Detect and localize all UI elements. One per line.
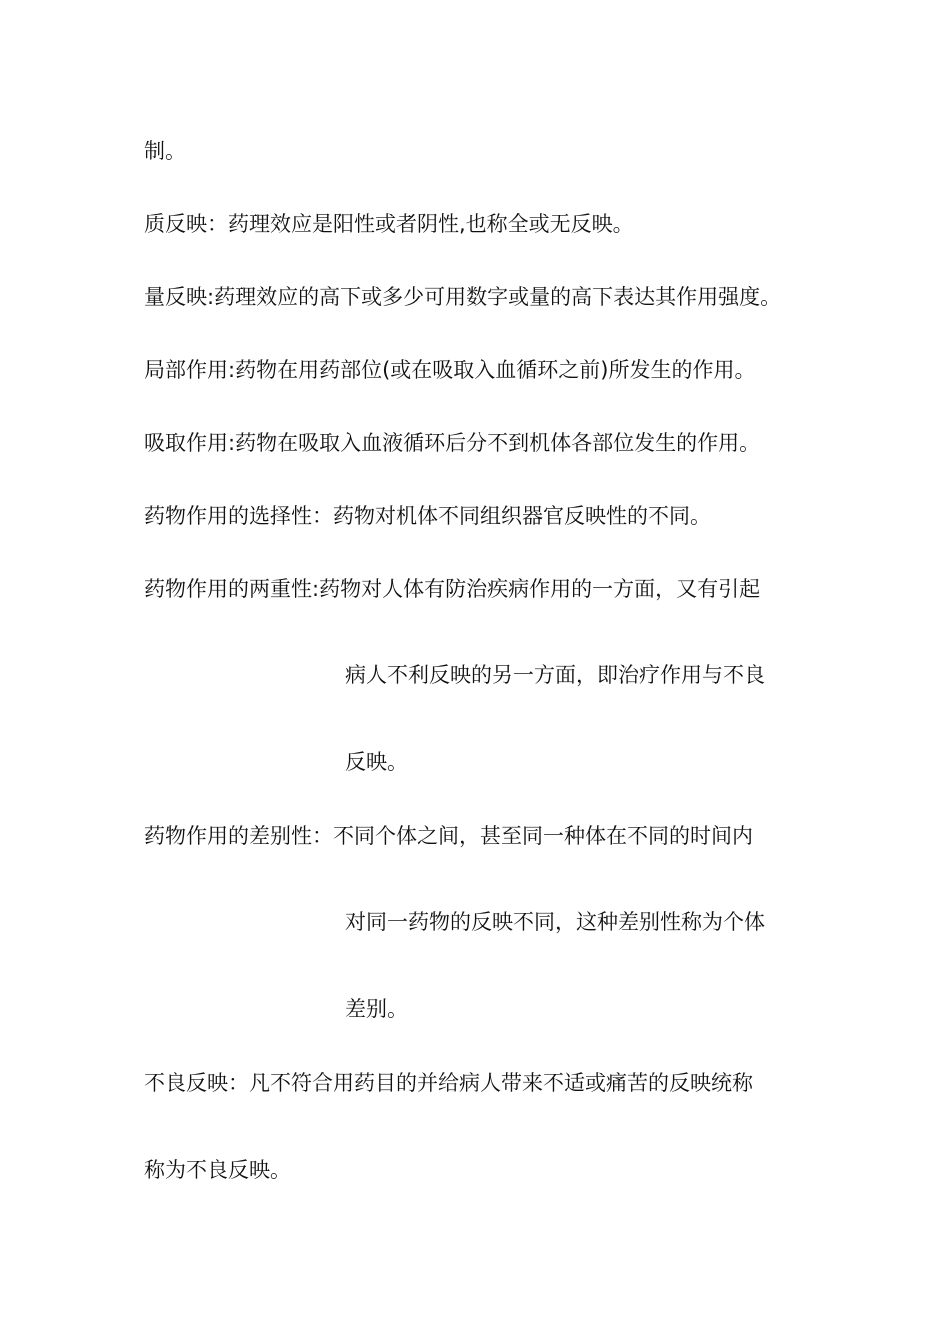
definition-graded-response: 量反映:药理效应的高下或多少可用数字或量的高下表达其作用强度。 [144,285,782,309]
definition-adverse-reaction-end: 称为不良反映。 [144,1158,291,1182]
definition-systemic-action: 吸取作用:药物在吸取入血液循环后分不到机体各部位发生的作用。 [144,431,761,455]
text-line-continuation: 制。 [144,139,186,163]
definition-adverse-reaction: 不良反映：凡不符合用药目的并给病人带来不适或痛苦的反映统称 [144,1071,753,1095]
definition-variability-end: 差别。 [345,997,408,1021]
definition-duality: 药物作用的两重性:药物对人体有防治疾病作用的一方面，又有引起 [144,577,761,601]
definition-variability: 药物作用的差别性：不同个体之间，甚至同一种体在不同的时间内 [144,824,753,848]
definition-duality-continued: 病人不利反映的另一方面，即治疗作用与不良 [345,663,765,687]
definition-local-action: 局部作用:药物在用药部位(或在吸取入血循环之前)所发生的作用。 [144,358,756,382]
definition-qualitative-response: 质反映：药理效应是阳性或者阴性,也称全或无反映。 [144,212,634,236]
definition-selectivity: 药物作用的选择性：药物对机体不同组织器官反映性的不同。 [144,504,711,528]
definition-duality-end: 反映。 [345,750,408,774]
definition-variability-continued: 对同一药物的反映不同，这种差别性称为个体 [345,910,765,934]
